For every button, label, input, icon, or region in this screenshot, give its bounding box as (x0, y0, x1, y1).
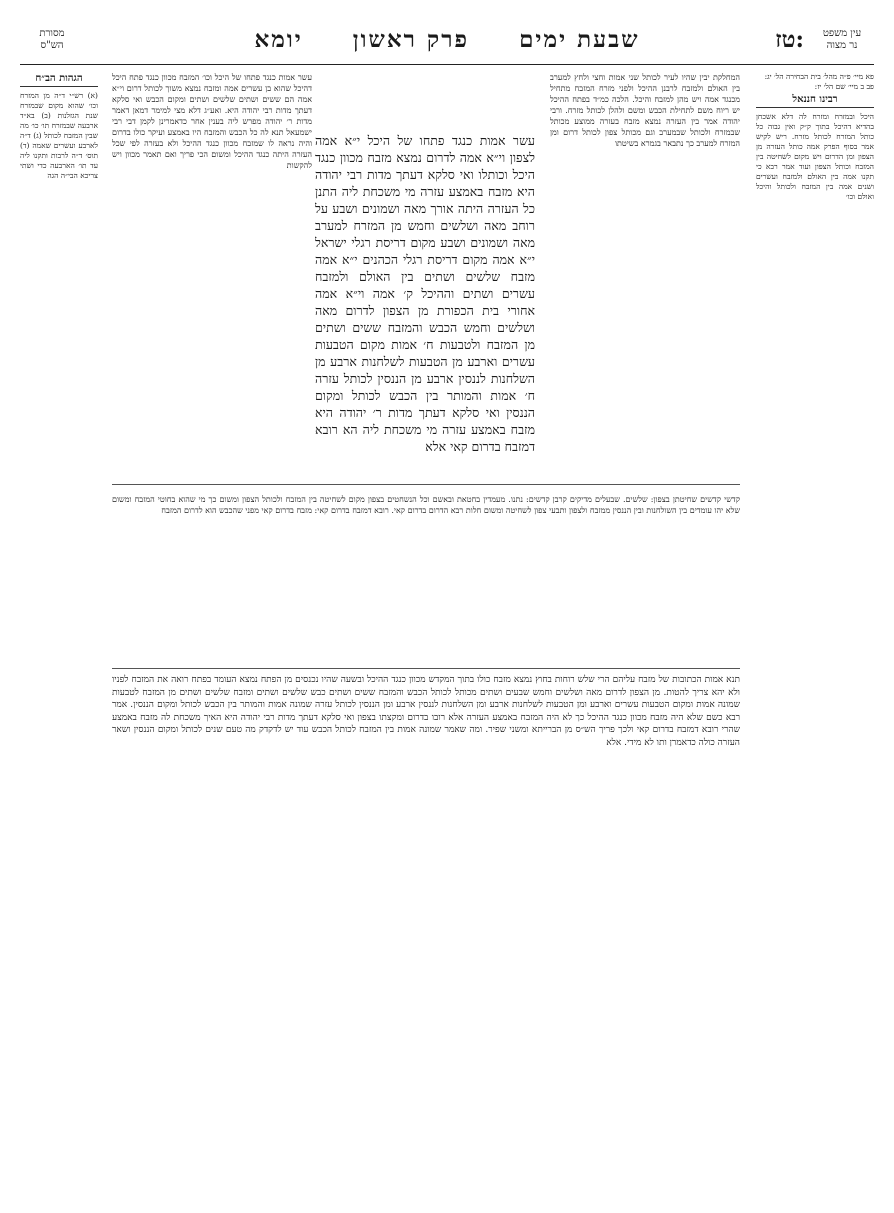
main-text-block (112, 72, 740, 472)
hagahot-heading: הגהות הב״ח (20, 74, 98, 87)
left-margin-column (20, 72, 98, 592)
folio-number: טז: (775, 26, 804, 53)
gemara-text: עשר אמות כנגד פתחו של היכל י״א אמה לצפון וי״א אמה לדרום נמצא מזבח מכוון כנגד היכל וכותלו ואי סלקא דעתך מדות רבי יהודה היא מזבח באמצע עזרה מי משכחת ליה התנן כל העזרה היתה אורך מאה ושמונים ושבע על רוחב מאה ושלשים וחמש מן המזרח למערב מאה ושמונים ושבע מקום דריסת רגלי ישראל י״א אמה מקום דריסת רגלי הכהנים י״א אמה מזבח שלשים ושתים בין האולם ולמזבח עשרים ושתים וההיכל ק׳ אמה וי״א אמה אחורי בית הכפורת מן הצפון לדרום מאה ושלשים וחמש הכבש והמזבח ששים ושתים מן המזבח ולטבעות ח׳ אמות מקום הטבעות עשרים וארבע מן הטבעות לשלחנות ארבע מן השלחנות לננסין ארבע מן הננסין לכותל עזרה ח׳ אמות והמותר בין הכבש לכותל ומקום הננסין ואי סלקא דעתך מדות ר׳ יהודה היא מזבח באמצע עזרה מי משכחת ליה הא רובא דמזבח בדרום קאי אלא (315, 133, 535, 454)
masoret-label: מסורת הש"ס (39, 28, 65, 51)
bottom-commentary: תנא אמות הכתובות של מזבח עליהם הרי שלש רוחות בחוץ נמצא מזבח כולו בתוך המקדש מכוון כנגד ההיכל ובשעה שהיו נכנסים מן הפתח נמצא העומד בפתח רואה את המזבח לפניו ולא יהא צריך להטות. מן הצפון לדרום מאה ושלשים וחמש שבעים ושתים מכותל לכותל הכבש והמזבח ששים ושתים כבש שלשים ושתים ומזבח שלשים ושתים מן המזבח לטבעות שמונה אמות ומקום הטבעות עשרים וארבע ומן הטבעות לשלחנות ארבע ומן השלחנות לננסין ארבע ומן הננסין לכותל עזרה שמונה אמות והמותר בין הכבש לכותל ומקום הננסין. אמר רבא כשם שלא היה מזבח מכוון כנגד ההיכל כך לא היה המזבח באמצע העזרה אלא רובו בדרום ומקצתו בצפון ואי סלקא דעתך מדות רבי יהודה היא האיך משכחת לה מזבח באמצע שהרי רובא דמזבח בדרום קאי ולכך פריך הש״ס מן הברייתא ומשני שפיר. ומה שאמר שמונה אמות בין המזבח לכותל הכבש עוד יש לדקדק מה טעם שנים לכותל ומקום הננסין ושאר העזרה כולה כדאמרן ותו לא מידי. אלא (112, 675, 740, 748)
tosafot-commentary: עשר אמות כנגד פתחו של היכל וכו׳ המזבח מכוון כנגד פתח היכל דהיכל שהוא בן עשרים אמה ומזבח נמצא משוך לכותל דרום וי״א אמה הם ששים ושתים שלשים ושתים ומקום הכבש ואי סלקא דעתך מדות רבי יהודה היא. ואע״ג דלא מצי למימר דמאן דאמר מדות ר׳ יהודה מפרש ליה בענין אחר כדאמרינן לקמן דבי רבי ישמעאל תנא לה כל הכבש והמזבח היו באמצע ועיקר כולו בדרום והיה נראה לו שמזבח מכוון כנגד ההיכל ולא בעזרה לפי שכל העזרה היתה כנגד ההיכל ומשום הכי פריך ואם תאמר מכוון ויש להקשות (112, 73, 312, 170)
rabbeinu-chananel-heading: רבינו חננאל (756, 95, 874, 108)
hagahot-text: (א) רש״י ד״ה מן המזרח וכו׳ שהוא מקום שבמזרח שנת הגזלנות (ב) בא״ד ארבעה שבמזרח תו׳ כו׳ מה שבין המזבח לכותל (ג) ד״ה לארבע ועשרים שאמה (ד) תוס׳ ד״ה לרבות ותקנו ליה עד תו׳ הארבעה כדי ושתי צריכא הבי״ה הגה (20, 91, 98, 180)
section-divider-2 (112, 668, 740, 669)
rashi-commentary: המחלקת יבין שהיו לעיר לכותל שני אמות וחצי ולחץ למערב בין האולם ולמזבח לרבנן ההיכל ולפני מזרח המזבח מתחיל מכנגד אמה ויש מהן למזבח והיכל. הלכה כמ״ד בפתח ההיכל יש ריוח משם לתחילת הכבש ומשם ולהלן לכותל מזרח. ורבי יהודה אמר בין העזרה נמצא מזבח בעזרה ממוצע מכותל שבמזרח ולכותל שבמערב וגם מכותל צפון לכותל דרום ומן המזרח למערב כך נתבאר בגמרא בשיטתו (550, 73, 740, 148)
ein-mishpat-label: עין משפט נר מצוה (822, 28, 862, 51)
talmud-page (20, 24, 874, 1199)
rabbeinu-chananel-text: היכל ובמזרח ומזרח לה דלא אשכחן בהדיא דהיכל בתוך ק״ק ואין גבוה כל כותל המזרח לכותל מזרח. ריש לקיש אמר בסוף הפרק אמה כותל העזרה מן הצפון ומן הדרום ויש מקום לשחיטה בין המזבח וכותל הצפון ועוד אמר רבא כי תקנו אמה בין האולם ולמזבח ועשרים ושנים אמה בין המזבח ולכותל והיכל ואולם וכו׳ (756, 112, 874, 201)
section-divider (112, 484, 740, 485)
lower-commentary: קדשי קדשים שחיטתן בצפון: שלשים. שבעלים מדיקים קרבן קדשים: נתנו. מעמדין בחטאת ובאשם וכל הנשחטים בצפון מקום לשחיטה בין המזבח ולכותל הצפון ומשום כך מי שהוא בחוטי המזבח ומשום שלא יהו עומדים בין השולחנות ובין הננסין ממזבח ולצפון ותבעי צפון לשחיטה ומשום חלות רבא הדרום בדרום קאי. רובא דמזבח בדרום קאי: מזבח בדרום קאי מפני שהכבש הוא לדרום המזבח (112, 495, 740, 515)
right-margin-column (756, 72, 874, 552)
page-title: שבעת ימים פרק ראשון יומא (254, 26, 640, 53)
ein-mishpat-notes: פא מיי׳ פ״ה מהל׳ בית הבחירה הל׳ יג: פב ב מיי׳ שם הל׳ יז: (764, 72, 874, 91)
page-header (20, 24, 874, 65)
